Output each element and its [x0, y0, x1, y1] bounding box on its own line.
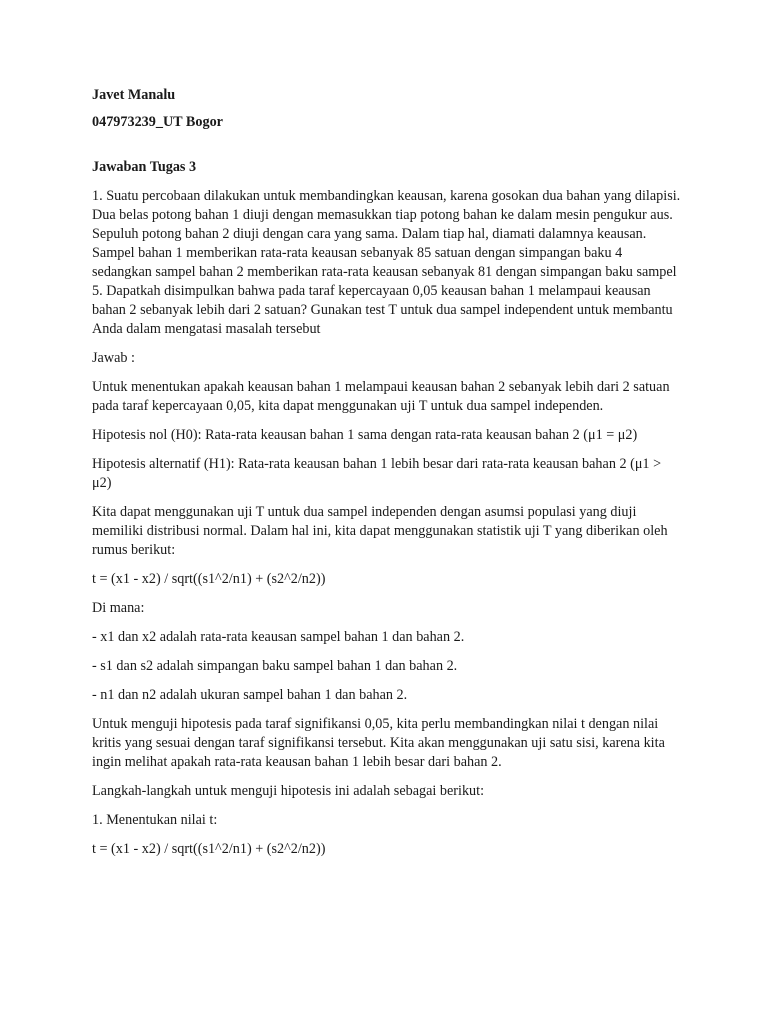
steps-intro: Langkah-langkah untuk menguji hipotesis ini adalah sebagai berikut:: [92, 783, 485, 799]
method-paragraph: Kita dapat menggunakan uji T untuk dua sampel independen dengan asumsi populasi yang diuji memiliki distribusi normal. Dalam hal ini, kita dapat menggunakan statistik uji T yang diberikan oleh rumus berikut:: [92, 504, 668, 558]
answer-intro: Untuk menentukan apakah keausan bahan 1 melampaui keausan bahan 2 sebanyak lebih dari 2 satuan pada taraf kepercayaan 0,05, kita dapat menggunakan uji T untuk dua sampel independen.: [92, 379, 670, 414]
step-1-formula: t = (x1 - x2) / sqrt((s1^2/n1) + (s2^2/n2)): [92, 841, 326, 857]
assignment-title: Jawaban Tugas 3: [92, 159, 197, 175]
document-page: [92, 86, 684, 869]
step-1-label: 1. Menentukan nilai t:: [92, 812, 218, 828]
where-item: - x1 dan x2 adalah rata-rata keausan sampel bahan 1 dan bahan 2.: [92, 629, 465, 645]
critical-value-paragraph: Untuk menguji hipotesis pada taraf signifikansi 0,05, kita perlu membandingkan nilai t dengan nilai kritis yang sesuai dengan taraf signifikansi tersebut. Kita akan menggunakan uji satu sisi, karena kita ingin melihat apakah rata-rata keausan bahan 1 lebih besar dari bahan 2.: [92, 716, 665, 770]
author-name: Javet Manalu: [92, 87, 176, 103]
where-label: Di mana:: [92, 600, 145, 616]
t-formula: t = (x1 - x2) / sqrt((s1^2/n1) + (s2^2/n2)): [92, 571, 326, 587]
where-item: - s1 dan s2 adalah simpangan baku sampel bahan 1 dan bahan 2.: [92, 658, 458, 674]
student-id: 047973239_UT Bogor: [92, 114, 223, 130]
alternative-hypothesis: Hipotesis alternatif (H1): Rata-rata keausan bahan 1 lebih besar dari rata-rata keausan bahan 2 (μ1 > μ2): [92, 456, 662, 491]
question-text: 1. Suatu percobaan dilakukan untuk membandingkan keausan, karena gosokan dua bahan yang dilapisi. Dua belas potong bahan 1 diuji dengan memasukkan tiap potong bahan ke dalam mesin pengukur aus. Sepuluh potong bahan 2 diuji dengan cara yang sama. Dalam tiap hal, diamati dalamnya keausan. Sampel bahan 1 memberikan rata-rata keausan sebanyak 85 satuan dengan simpangan baku 4 sedangkan sampel bahan 2 memberikan rata-rata keausan sebanyak 81 dengan simpangan baku sampel 5. Dapatkah disimpulkan bahwa pada taraf kepercayaan 0,05 keausan bahan 1 melampaui keausan bahan 2 sebanyak lebih dari 2 satuan? Gunakan test T untuk dua sampel independent untuk membantu Anda dalam mengatasi masalah tersebut: [92, 188, 681, 337]
where-item: - n1 dan n2 adalah ukuran sampel bahan 1 dan bahan 2.: [92, 687, 408, 703]
answer-label: Jawab :: [92, 350, 135, 366]
null-hypothesis: Hipotesis nol (H0): Rata-rata keausan bahan 1 sama dengan rata-rata keausan bahan 2 (μ1 = μ2): [92, 427, 638, 443]
